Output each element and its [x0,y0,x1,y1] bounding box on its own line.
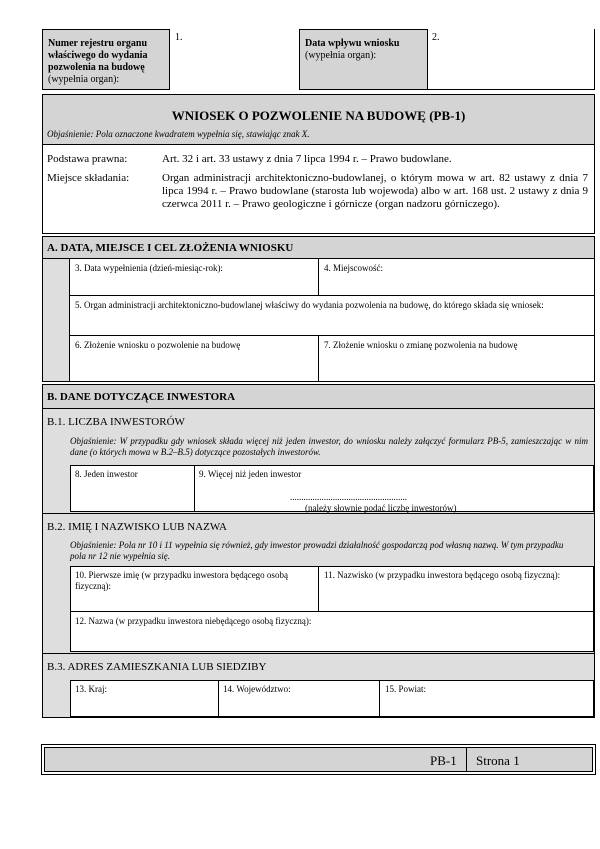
field-7-label: 7. Złożenie wniosku o zmianę pozwolenia na budowę [324,340,518,350]
submission-place-label: Miejsce składania: [47,172,130,184]
title-explanation: Objaśnienie: Pola oznaczone kwadratem wypełnia się, stawiając znak X. [47,129,310,139]
field-12-label: 12. Nazwa (w przypadku inwestora niebędącego osobą fizyczną): [75,616,312,626]
legal-basis-label: Podstawa prawna: [47,153,128,165]
legal-basis-text: Art. 32 i art. 33 ustawy z dnia 7 lipca 1994 r. – Prawo budowlane. [162,153,452,165]
field-3-label: 3. Data wypełnienia (dzień-miesiąc-rok): [75,263,223,273]
form-code: PB-1 [430,753,457,768]
field-15-label: 15. Powiat: [385,684,427,694]
page-number: Strona 1 [476,753,520,768]
b2-explanation: Objaśnienie: Pola nr 10 i 11 wypełnia się również, gdy inwestor prowadzi działalność gospodarczą pod własną nazwą. W tym przypadku pola nr 12 nie wypełnia się. [70,540,564,561]
inflow-date-label: Data wpływu wniosku (wypełnia organ): [305,38,400,61]
submission-place-text: Organ administracji architektoniczno-budowlanej, o którym mowa w art. 82 ustawy z dnia 7 lipca 1994 r. – Prawo budowlane (starosta lub wojewoda) albo w art. 168 ust. 2 ustawy z dnia 9 czerwca 2011 r. – Prawo geologiczne i górnicze (organ nadzoru górniczego). [162,172,588,210]
section-a-left-margin [43,259,70,381]
field-11-label: 11. Nazwisko (w przypadku inwestora będącego osobą fizyczną): [324,570,561,580]
field-9-label: 9. Więcej niż jeden inwestor [199,469,302,479]
b3-title: B.3. ADRES ZAMIESZKANIA LUB SIEDZIBY [47,661,267,673]
registry-label: Numer rejestru organu właściwego do wydania pozwolenia na budowę (wypełnia organ): [48,38,148,85]
field-2-number: 2. [432,32,440,43]
investor-count-dots[interactable]: .................................................... [290,492,407,502]
investor-count-note: (należy słownie podać liczbę inwestorów) [305,503,457,513]
b1-explanation: Objaśnienie: W przypadku gdy wniosek składa więcej niż jeden inwestor, do wniosku należy załączyć formularz PB-5, zamieszczając w nim dane (o których mowa w B.2–B.5) dotyczące pozostałych inwestorów. [70,436,588,457]
field-5-label: 5. Organ administracji architektoniczno-budowlanej właściwy do wydania pozwolenia na budowę, do którego składa się wniosek: [75,300,544,310]
field-10-label: 10. Pierwsze imię (w przypadku inwestora będącego osobą fizyczną): [75,570,288,591]
b1-title: B.1. LICZBA INWESTORÓW [47,416,185,428]
field-8-label: 8. Jeden inwestor [75,469,138,479]
field-1-number: 1. [175,32,183,43]
field-14-label: 14. Województwo: [223,684,291,694]
section-b-title: B. DANE DOTYCZĄCE INWESTORA [47,391,236,403]
section-a-title: A. DATA, MIEJSCE I CEL ZŁOŻENIA WNIOSKU [47,242,294,254]
b2-title: B.2. IMIĘ I NAZWISKO LUB NAZWA [47,521,227,533]
form-title: WNIOSEK O POZWOLENIE NA BUDOWĘ (PB-1) [171,108,466,123]
registry-number-field[interactable] [169,29,300,90]
inflow-date-field[interactable] [427,29,594,89]
field-13-label: 13. Kraj: [75,684,107,694]
field-4-label: 4. Miejscowość: [324,263,383,273]
field-6-label: 6. Złożenie wniosku o pozwolenie na budowę [75,340,241,350]
footer-divider [466,747,467,772]
